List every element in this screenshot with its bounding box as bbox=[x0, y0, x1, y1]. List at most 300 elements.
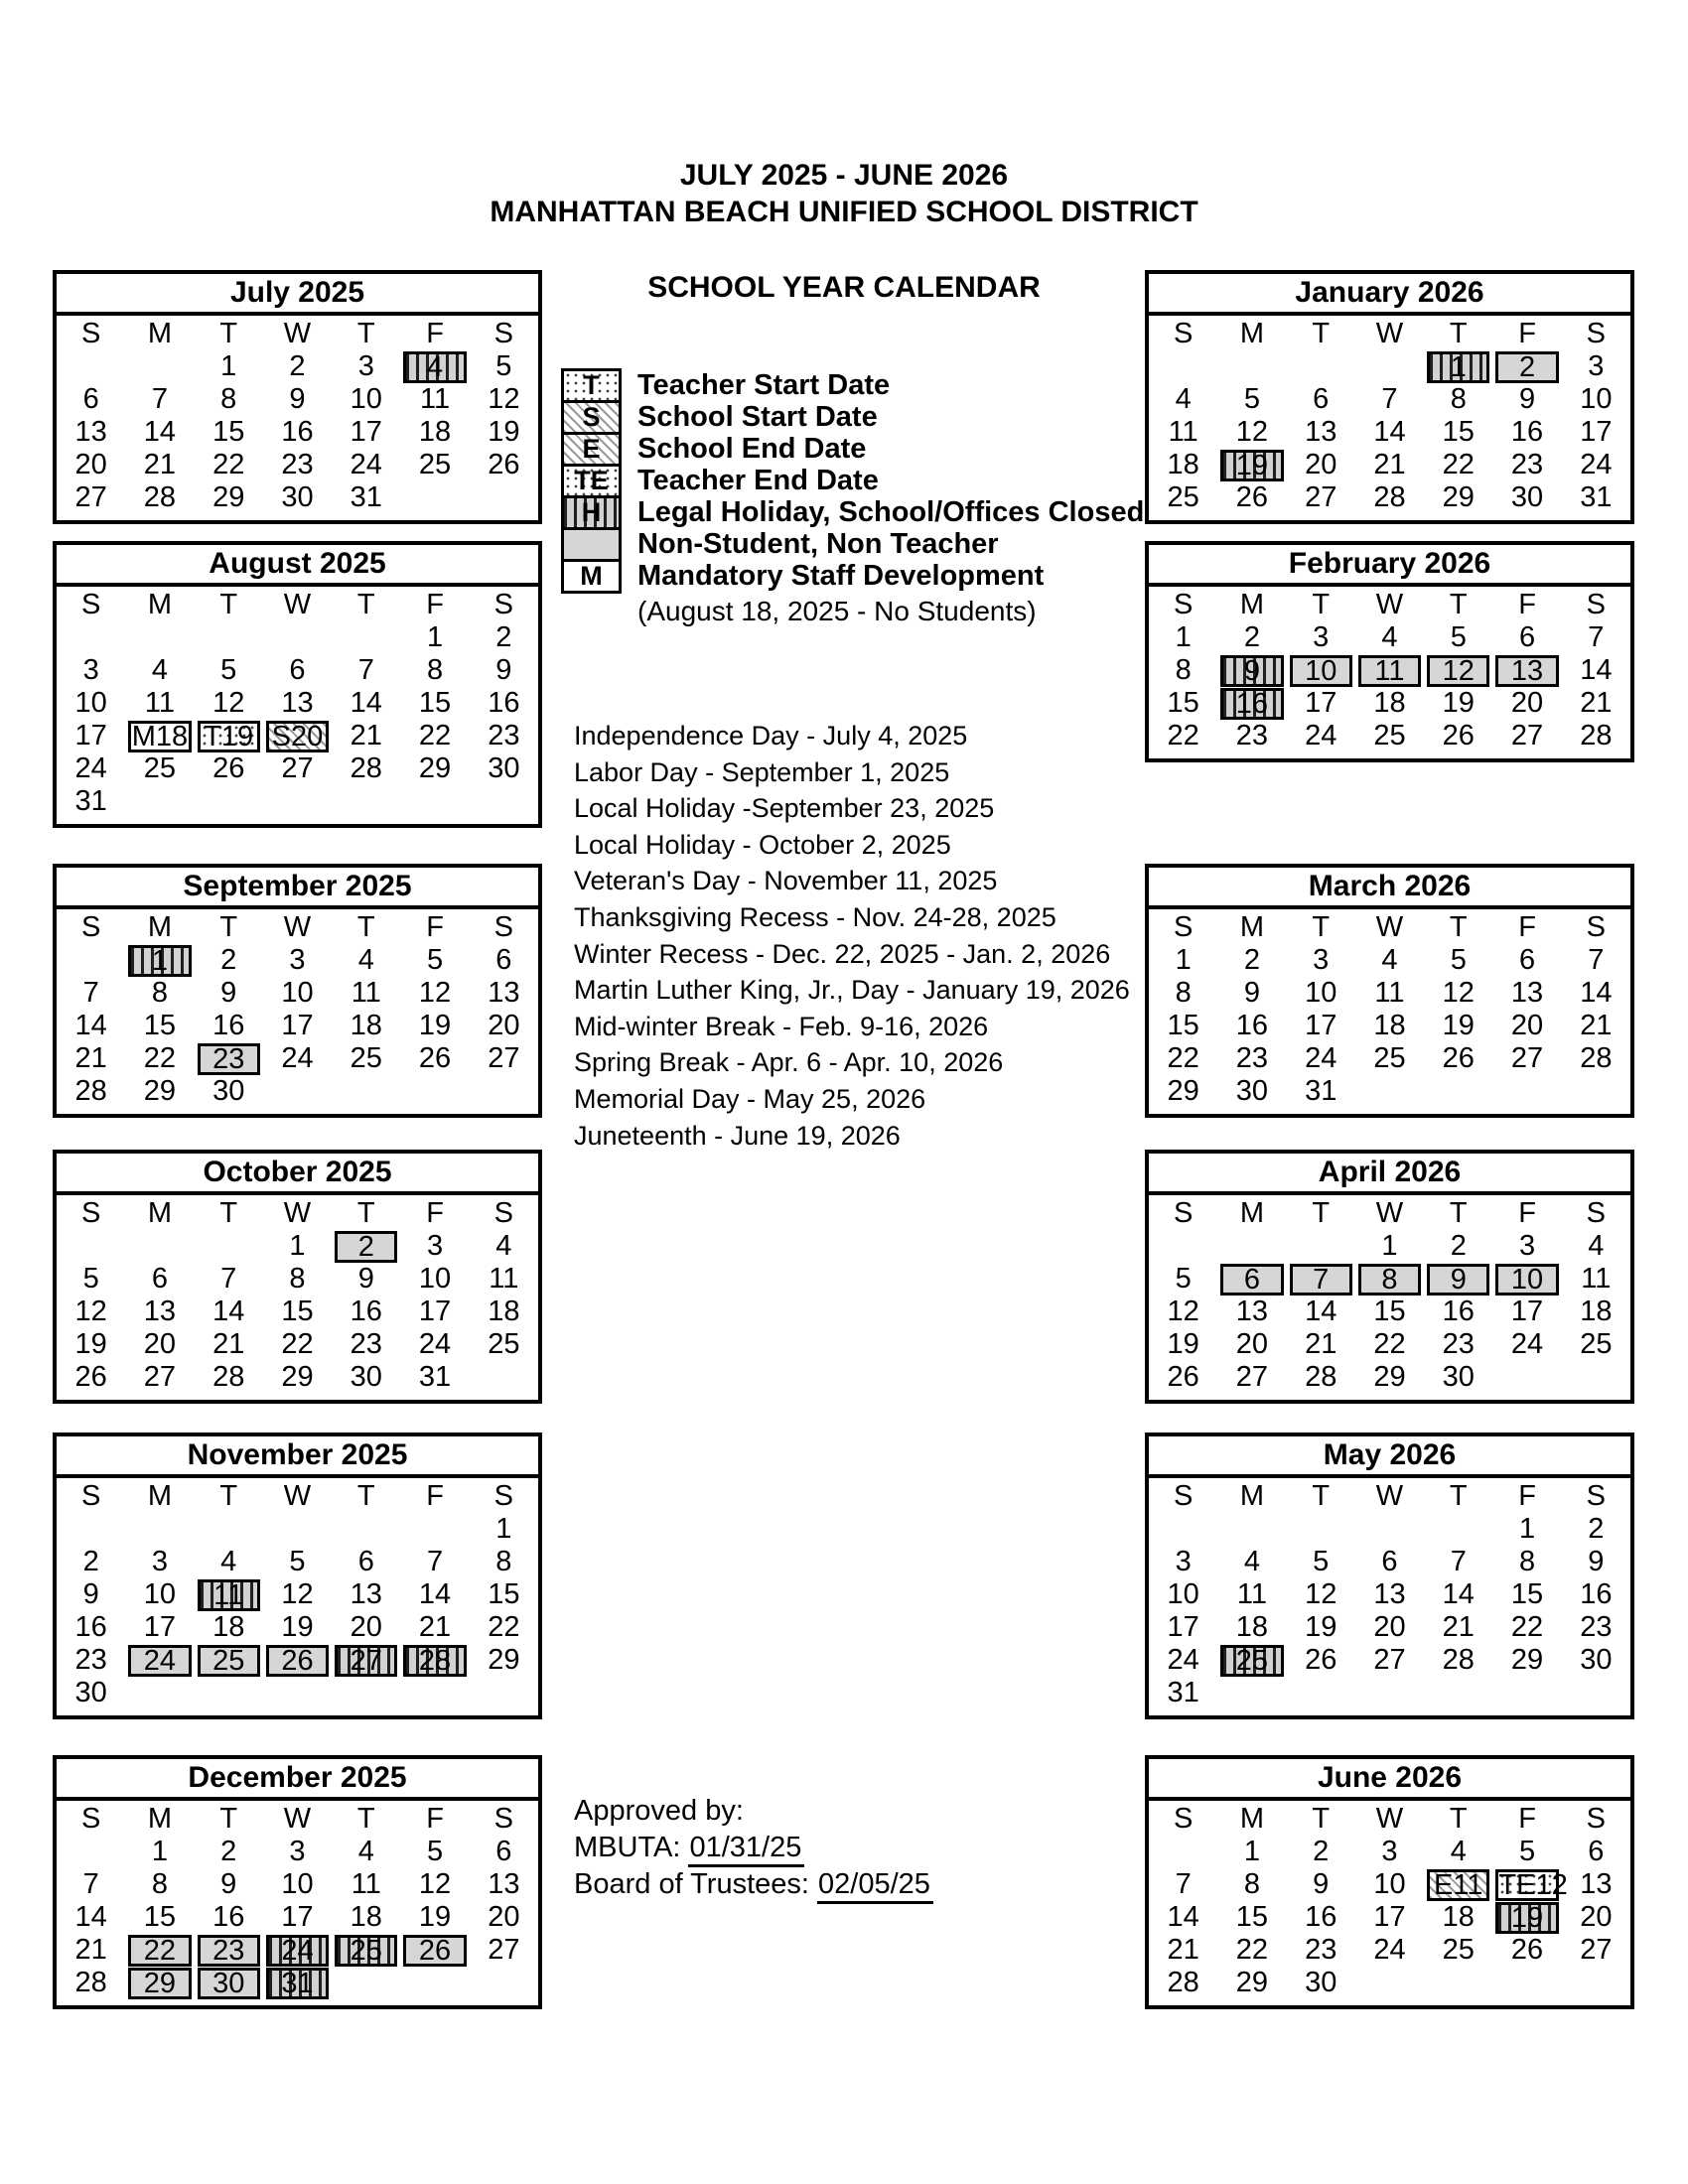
day-number bbox=[263, 1075, 332, 1108]
day-of-week-header: M bbox=[147, 318, 172, 349]
day-cell bbox=[1355, 383, 1424, 416]
day-cell bbox=[1562, 977, 1630, 1010]
day-number bbox=[1424, 1677, 1492, 1709]
day-number: 3 bbox=[426, 1230, 444, 1262]
day-cell bbox=[195, 977, 263, 1010]
week-row bbox=[57, 720, 538, 752]
day-number: 14 bbox=[74, 1010, 107, 1041]
day-cell bbox=[263, 481, 332, 514]
day-of-week-header: T bbox=[1312, 911, 1331, 943]
legend-item bbox=[561, 527, 1144, 562]
day-cell bbox=[1287, 687, 1355, 720]
day-number: 8 bbox=[151, 1868, 168, 1900]
day-number: 3 bbox=[1313, 944, 1330, 976]
day-cell bbox=[1287, 1836, 1355, 1868]
day-number: 16 bbox=[1510, 416, 1544, 448]
day-cell bbox=[1492, 1513, 1561, 1546]
day-cell bbox=[332, 1901, 400, 1934]
day-number: 16 bbox=[350, 1296, 382, 1327]
day-cell bbox=[1492, 654, 1561, 687]
day-cell bbox=[1492, 1075, 1561, 1108]
day-number: 6 bbox=[1518, 621, 1536, 653]
week-row bbox=[1149, 1513, 1630, 1546]
day-number-ns: 12 bbox=[1427, 655, 1489, 687]
day-of-week-row bbox=[57, 1480, 538, 1513]
day-number: 13 bbox=[143, 1296, 177, 1327]
day-number: 17 bbox=[281, 1010, 314, 1041]
day-of-week-row bbox=[1149, 589, 1630, 621]
day-number: 19 bbox=[488, 416, 520, 448]
day-cell bbox=[57, 1513, 125, 1546]
day-number: 30 bbox=[1580, 1644, 1613, 1676]
day-cell bbox=[1492, 1361, 1561, 1394]
day-number bbox=[1562, 1967, 1630, 1999]
day-number: 7 bbox=[426, 1546, 444, 1577]
day-cell bbox=[1562, 687, 1630, 720]
day-cell bbox=[195, 785, 263, 818]
holiday-item: Mid-winter Break - Feb. 9-16, 2026 bbox=[574, 1011, 989, 1041]
month-grid bbox=[1149, 1480, 1630, 1709]
day-cell bbox=[400, 1611, 469, 1644]
day-number-h: 1 bbox=[128, 945, 191, 977]
day-cell bbox=[332, 1263, 400, 1296]
day-cell bbox=[195, 1513, 263, 1546]
day-cell bbox=[470, 1611, 538, 1644]
week-row bbox=[57, 1263, 538, 1296]
day-cell bbox=[1287, 416, 1355, 449]
day-number: 28 bbox=[1580, 720, 1613, 751]
day-cell bbox=[263, 1230, 332, 1263]
week-row bbox=[57, 1513, 538, 1546]
day-cell bbox=[1287, 1361, 1355, 1394]
day-number: 6 bbox=[1381, 1546, 1398, 1577]
day-number: 13 bbox=[74, 416, 107, 448]
day-cell bbox=[1149, 1644, 1217, 1677]
day-number: 30 bbox=[281, 481, 314, 513]
day-number: 9 bbox=[1588, 1546, 1605, 1577]
day-cell bbox=[332, 1230, 400, 1263]
day-number: 5 bbox=[426, 1836, 444, 1867]
holiday-item: Spring Break - Apr. 6 - Apr. 10, 2026 bbox=[574, 1047, 1004, 1078]
day-number-se: E11 bbox=[1427, 1869, 1489, 1901]
day-cell bbox=[195, 481, 263, 514]
day-cell bbox=[470, 416, 538, 449]
day-of-week-row bbox=[57, 1803, 538, 1836]
day-cell bbox=[1217, 1263, 1286, 1296]
week-row bbox=[1149, 1836, 1630, 1868]
week-row bbox=[57, 449, 538, 481]
day-cell bbox=[1562, 1263, 1630, 1296]
day-cell bbox=[1424, 1296, 1492, 1328]
month-grid bbox=[1149, 911, 1630, 1108]
day-cell bbox=[1217, 1230, 1286, 1263]
day-cell bbox=[195, 1836, 263, 1868]
day-cell bbox=[1149, 383, 1217, 416]
day-cell bbox=[195, 654, 263, 687]
day-cell bbox=[1149, 416, 1217, 449]
day-of-week-header: T bbox=[1449, 1480, 1468, 1512]
day-of-week-header: T bbox=[1312, 1803, 1331, 1835]
day-cell bbox=[470, 977, 538, 1010]
day-number bbox=[125, 350, 194, 383]
day-cell bbox=[400, 383, 469, 416]
day-number: 25 bbox=[1373, 1042, 1406, 1074]
day-cell bbox=[1492, 1677, 1561, 1709]
day-of-week-header: S bbox=[80, 1803, 101, 1835]
day-number: 26 bbox=[1442, 1042, 1475, 1074]
day-number: 28 bbox=[1305, 1361, 1337, 1393]
day-number: 14 bbox=[350, 687, 382, 719]
day-cell bbox=[332, 785, 400, 818]
day-cell bbox=[57, 1836, 125, 1868]
day-cell bbox=[400, 1010, 469, 1042]
day-cell bbox=[125, 383, 194, 416]
day-number: 17 bbox=[1373, 1901, 1406, 1933]
day-cell bbox=[1562, 481, 1630, 514]
day-cell bbox=[1355, 687, 1424, 720]
week-row bbox=[57, 654, 538, 687]
week-row bbox=[57, 1677, 538, 1709]
day-cell bbox=[470, 1578, 538, 1611]
approval-block bbox=[574, 1793, 933, 1903]
day-number-m: M18 bbox=[128, 721, 191, 752]
day-number: 15 bbox=[143, 1010, 177, 1041]
day-cell bbox=[195, 383, 263, 416]
day-number: 25 bbox=[418, 449, 452, 480]
day-of-week-header: W bbox=[283, 318, 312, 349]
day-of-week-header: S bbox=[493, 589, 514, 620]
day-number-ns: 26 bbox=[266, 1645, 329, 1677]
day-cell bbox=[400, 1644, 469, 1677]
day-number: 29 bbox=[1373, 1361, 1406, 1393]
day-number bbox=[1355, 350, 1424, 383]
day-cell bbox=[1424, 654, 1492, 687]
day-cell bbox=[400, 481, 469, 514]
day-cell bbox=[1492, 1644, 1561, 1677]
day-of-week-header: S bbox=[1586, 589, 1607, 620]
day-number: 18 bbox=[350, 1901, 382, 1933]
day-number: 14 bbox=[1373, 416, 1406, 448]
week-row bbox=[1149, 977, 1630, 1010]
day-cell bbox=[1424, 1677, 1492, 1709]
day-number: 19 bbox=[1442, 1010, 1475, 1041]
day-number: 3 bbox=[1381, 1836, 1398, 1867]
day-number: 5 bbox=[495, 350, 512, 382]
day-number: 18 bbox=[1167, 449, 1199, 480]
day-cell bbox=[263, 1868, 332, 1901]
day-number: 29 bbox=[143, 1075, 177, 1107]
day-number: 1 bbox=[220, 350, 237, 382]
day-number: 17 bbox=[1305, 687, 1337, 719]
legend-item bbox=[561, 495, 1144, 530]
day-cell bbox=[470, 1901, 538, 1934]
day-cell bbox=[1149, 1868, 1217, 1901]
day-of-week-row bbox=[57, 911, 538, 944]
day-cell bbox=[1562, 1230, 1630, 1263]
day-cell bbox=[1149, 1578, 1217, 1611]
day-number: 17 bbox=[1167, 1611, 1199, 1643]
day-cell bbox=[1149, 1296, 1217, 1328]
day-number: 7 bbox=[1381, 383, 1398, 415]
day-of-week-header: T bbox=[1312, 318, 1331, 349]
day-number: 27 bbox=[143, 1361, 177, 1393]
day-cell bbox=[1217, 621, 1286, 654]
day-of-week-header: M bbox=[147, 1480, 172, 1512]
day-number: 20 bbox=[488, 1901, 520, 1933]
day-cell bbox=[332, 944, 400, 977]
day-cell bbox=[1217, 1644, 1286, 1677]
day-cell bbox=[125, 1644, 194, 1677]
day-of-week-header: S bbox=[493, 318, 514, 349]
day-number: 3 bbox=[151, 1546, 168, 1577]
day-of-week-header: F bbox=[1518, 318, 1536, 349]
day-number bbox=[1355, 1513, 1424, 1546]
day-cell bbox=[332, 1042, 400, 1075]
day-number: 14 bbox=[1167, 1901, 1199, 1933]
day-number: 30 bbox=[350, 1361, 382, 1393]
week-row bbox=[1149, 350, 1630, 383]
day-cell bbox=[1217, 1546, 1286, 1578]
day-cell bbox=[1287, 1611, 1355, 1644]
day-number bbox=[1287, 350, 1355, 383]
day-cell bbox=[1149, 1230, 1217, 1263]
day-number bbox=[57, 944, 125, 977]
day-of-week-header: S bbox=[493, 1197, 514, 1229]
day-number: 31 bbox=[1305, 1075, 1337, 1107]
day-cell bbox=[263, 1042, 332, 1075]
day-of-week-header: F bbox=[1518, 1803, 1536, 1835]
calendar-december-2025 bbox=[53, 1755, 542, 2009]
month-title: December 2025 bbox=[57, 1759, 538, 1801]
day-cell bbox=[1217, 1361, 1286, 1394]
day-number: 15 bbox=[1442, 416, 1475, 448]
day-cell bbox=[1562, 1934, 1630, 1967]
day-number: 21 bbox=[418, 1611, 452, 1643]
day-number: 22 bbox=[1442, 449, 1475, 480]
day-cell bbox=[1562, 1836, 1630, 1868]
day-cell bbox=[263, 1075, 332, 1108]
day-number: 21 bbox=[1305, 1328, 1337, 1360]
day-cell bbox=[400, 752, 469, 785]
day-number: 12 bbox=[1167, 1296, 1199, 1327]
day-number: 3 bbox=[1175, 1546, 1192, 1577]
day-number: 28 bbox=[212, 1361, 245, 1393]
day-number bbox=[1424, 1513, 1492, 1546]
day-number: 23 bbox=[1442, 1328, 1475, 1360]
day-cell bbox=[400, 1546, 469, 1578]
day-cell bbox=[470, 1328, 538, 1361]
day-cell bbox=[1424, 1868, 1492, 1901]
day-of-week-header: W bbox=[283, 589, 312, 620]
day-number-h: 16 bbox=[1220, 688, 1283, 720]
day-number-h: 19 bbox=[1495, 1902, 1558, 1934]
day-cell bbox=[1424, 1010, 1492, 1042]
day-cell bbox=[1562, 350, 1630, 383]
day-of-week-header: F bbox=[426, 318, 444, 349]
day-number: 8 bbox=[1175, 977, 1192, 1009]
day-number: 15 bbox=[1167, 687, 1199, 719]
day-number: 28 bbox=[1373, 481, 1406, 513]
week-row bbox=[1149, 1328, 1630, 1361]
day-number bbox=[470, 481, 538, 514]
calendar-november-2025 bbox=[53, 1433, 542, 1719]
day-number: 24 bbox=[1305, 1042, 1337, 1074]
legend-label: Teacher Start Date bbox=[637, 369, 891, 401]
day-of-week-header: T bbox=[356, 1197, 375, 1229]
day-number: 9 bbox=[495, 654, 512, 686]
day-cell bbox=[125, 449, 194, 481]
week-row bbox=[1149, 1644, 1630, 1677]
day-cell bbox=[263, 1296, 332, 1328]
day-cell bbox=[1424, 1901, 1492, 1934]
day-number: 27 bbox=[1305, 481, 1337, 513]
day-number: 14 bbox=[1580, 977, 1613, 1009]
day-cell bbox=[1355, 1868, 1424, 1901]
day-cell bbox=[1562, 1578, 1630, 1611]
day-number bbox=[400, 785, 469, 818]
day-number: 25 bbox=[350, 1042, 382, 1074]
approval-label: MBUTA: bbox=[574, 1832, 689, 1863]
day-number: 4 bbox=[220, 1546, 237, 1577]
day-cell bbox=[1492, 1611, 1561, 1644]
day-of-week-header: W bbox=[1375, 589, 1404, 620]
day-number: 14 bbox=[418, 1578, 452, 1610]
day-number: 1 bbox=[1175, 621, 1192, 653]
day-cell bbox=[1355, 1263, 1424, 1296]
day-cell bbox=[195, 720, 263, 752]
day-cell bbox=[1562, 1901, 1630, 1934]
day-cell bbox=[1287, 944, 1355, 977]
day-number: 27 bbox=[1373, 1644, 1406, 1676]
day-number bbox=[332, 1677, 400, 1709]
day-cell bbox=[400, 621, 469, 654]
day-number: 1 bbox=[289, 1230, 306, 1262]
day-cell bbox=[1355, 1677, 1424, 1709]
day-cell bbox=[125, 785, 194, 818]
day-of-week-header: T bbox=[1449, 1197, 1468, 1229]
day-of-week-header: T bbox=[219, 589, 238, 620]
day-of-week-header: T bbox=[219, 911, 238, 943]
day-number: 18 bbox=[1442, 1901, 1475, 1933]
day-cell bbox=[125, 481, 194, 514]
day-number: 27 bbox=[1580, 1934, 1613, 1966]
day-cell bbox=[470, 350, 538, 383]
day-number: 5 bbox=[1313, 1546, 1330, 1577]
day-of-week-header: T bbox=[219, 318, 238, 349]
day-cell bbox=[1217, 1328, 1286, 1361]
day-number: 29 bbox=[418, 752, 452, 784]
day-cell bbox=[263, 383, 332, 416]
day-number: 3 bbox=[289, 944, 306, 976]
day-cell bbox=[57, 752, 125, 785]
day-cell bbox=[1492, 1578, 1561, 1611]
day-cell bbox=[1355, 1546, 1424, 1578]
calendar-september-2025 bbox=[53, 864, 542, 1118]
day-number bbox=[1562, 1677, 1630, 1709]
day-number: 11 bbox=[1581, 1263, 1612, 1295]
approval-heading: Approved by: bbox=[574, 1795, 744, 1827]
month-title: January 2026 bbox=[1149, 274, 1630, 316]
day-cell bbox=[332, 1677, 400, 1709]
day-cell bbox=[263, 1934, 332, 1967]
day-number: 24 bbox=[1167, 1644, 1199, 1676]
day-cell bbox=[1149, 1546, 1217, 1578]
day-number-h: 25 bbox=[1220, 1645, 1283, 1677]
day-number: 26 bbox=[418, 1042, 452, 1074]
day-cell bbox=[1287, 1578, 1355, 1611]
day-number: 9 bbox=[357, 1263, 374, 1295]
day-cell bbox=[57, 449, 125, 481]
day-number bbox=[195, 621, 263, 654]
day-cell bbox=[1562, 383, 1630, 416]
day-of-week-header: M bbox=[1239, 589, 1264, 620]
day-number: 16 bbox=[212, 1901, 245, 1933]
day-cell bbox=[470, 1836, 538, 1868]
day-number: 10 bbox=[281, 977, 314, 1009]
day-cell bbox=[332, 1075, 400, 1108]
day-number: 18 bbox=[488, 1296, 520, 1327]
day-number: 12 bbox=[74, 1296, 107, 1327]
day-number: 21 bbox=[1442, 1611, 1475, 1643]
day-number bbox=[1287, 1513, 1355, 1546]
day-cell bbox=[1492, 1934, 1561, 1967]
day-number: 24 bbox=[1510, 1328, 1544, 1360]
day-number: 17 bbox=[418, 1296, 452, 1327]
day-cell bbox=[195, 1263, 263, 1296]
day-number bbox=[1562, 1075, 1630, 1108]
day-of-week-header: S bbox=[493, 1480, 514, 1512]
day-cell bbox=[400, 1934, 469, 1967]
day-cell bbox=[1492, 1230, 1561, 1263]
week-row bbox=[1149, 720, 1630, 752]
day-of-week-header: T bbox=[219, 1803, 238, 1835]
day-cell bbox=[1355, 621, 1424, 654]
day-of-week-header: S bbox=[80, 1197, 101, 1229]
approval-date: 01/31/25 bbox=[688, 1832, 804, 1867]
day-cell bbox=[1355, 1010, 1424, 1042]
day-number bbox=[332, 621, 400, 654]
day-number: 25 bbox=[1580, 1328, 1613, 1360]
day-cell bbox=[1287, 1868, 1355, 1901]
day-number: 23 bbox=[350, 1328, 382, 1360]
week-row bbox=[1149, 654, 1630, 687]
day-of-week-row bbox=[1149, 318, 1630, 350]
day-cell bbox=[1492, 1967, 1561, 1999]
holiday-item: Local Holiday - October 2, 2025 bbox=[574, 829, 951, 860]
day-of-week-header: S bbox=[1173, 911, 1194, 943]
day-cell bbox=[1562, 621, 1630, 654]
day-cell bbox=[400, 1230, 469, 1263]
day-number: 5 bbox=[1518, 1836, 1536, 1867]
day-cell bbox=[400, 977, 469, 1010]
day-number: 26 bbox=[212, 752, 245, 784]
day-number: 1 bbox=[1518, 1513, 1536, 1545]
day-number bbox=[400, 1513, 469, 1546]
day-number-ns: 9 bbox=[1427, 1264, 1489, 1296]
day-cell bbox=[195, 1644, 263, 1677]
day-cell bbox=[1217, 416, 1286, 449]
day-cell bbox=[125, 1513, 194, 1546]
day-number bbox=[1492, 1967, 1561, 1999]
week-row bbox=[57, 1328, 538, 1361]
day-number: 12 bbox=[418, 977, 452, 1009]
day-cell bbox=[1287, 654, 1355, 687]
day-number: 21 bbox=[1580, 687, 1613, 719]
day-number bbox=[125, 1677, 194, 1709]
day-cell bbox=[400, 1578, 469, 1611]
day-cell bbox=[400, 1328, 469, 1361]
week-row bbox=[1149, 1934, 1630, 1967]
